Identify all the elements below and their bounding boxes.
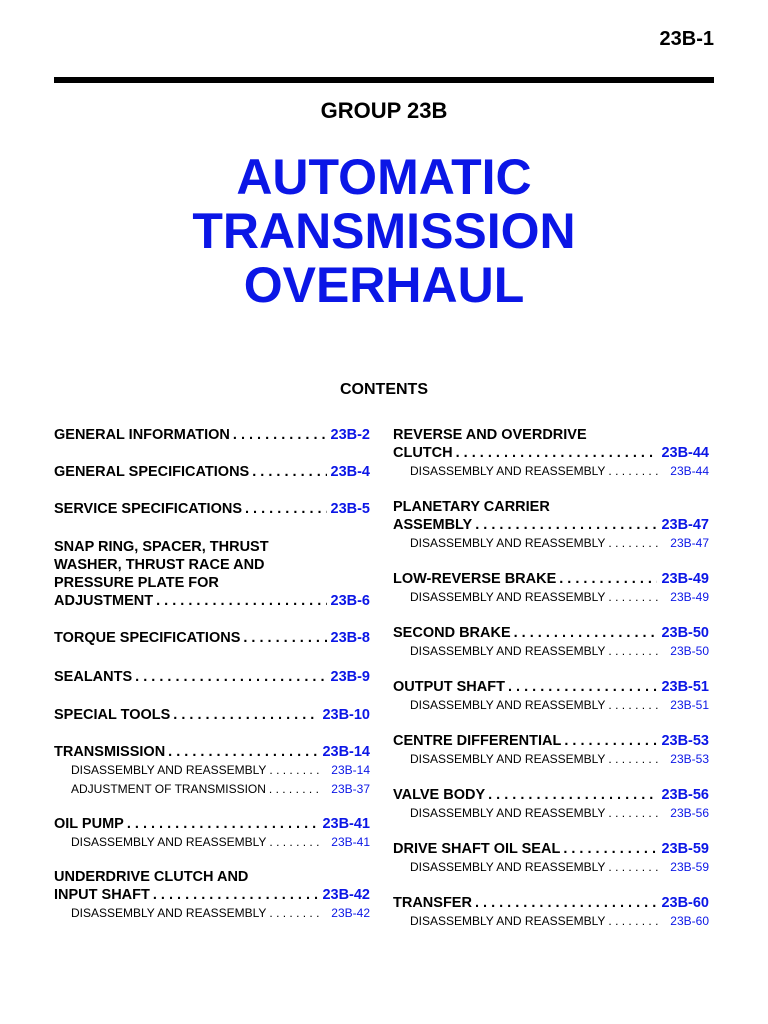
leader-dots xyxy=(269,780,320,799)
leader-dots xyxy=(475,516,657,534)
page-number: 23B-1 xyxy=(659,28,714,50)
toc-subtitle: DISASSEMBLY AND REASSEMBLY xyxy=(410,914,606,928)
toc-entry-planetary-carrier[interactable] xyxy=(393,498,709,553)
toc-subpage[interactable]: 23B-50 xyxy=(670,644,709,658)
toc-subentry[interactable] xyxy=(393,750,709,769)
toc-page[interactable]: 23B-49 xyxy=(661,571,709,587)
toc-title: TORQUE SPECIFICATIONS xyxy=(54,630,241,646)
leader-dots xyxy=(608,750,659,769)
toc-entry-oil-pump[interactable] xyxy=(54,815,370,852)
leader-dots xyxy=(608,804,659,823)
toc-page[interactable]: 23B-5 xyxy=(330,501,370,517)
toc-subentry[interactable] xyxy=(393,534,709,553)
toc-subpage[interactable]: 23B-60 xyxy=(670,914,709,928)
toc-subpage[interactable]: 23B-49 xyxy=(670,590,709,604)
leader-dots xyxy=(127,815,319,833)
leader-dots xyxy=(173,706,318,724)
leader-dots xyxy=(269,904,320,923)
leader-dots xyxy=(608,912,659,931)
toc-entry-valve-body[interactable] xyxy=(393,786,709,823)
toc-entry-output-shaft[interactable] xyxy=(393,678,709,715)
leader-dots xyxy=(156,592,326,610)
toc-title: CLUTCH xyxy=(393,445,453,461)
leader-dots xyxy=(269,833,320,852)
toc-page[interactable]: 23B-41 xyxy=(322,816,370,832)
toc-page[interactable]: 23B-10 xyxy=(322,707,370,723)
leader-dots xyxy=(252,463,326,481)
toc-entry-general-information[interactable] xyxy=(54,426,370,444)
leader-dots xyxy=(608,534,659,553)
toc-subentry[interactable] xyxy=(393,912,709,931)
leader-dots xyxy=(153,886,319,904)
leader-dots xyxy=(608,696,659,715)
toc-subpage[interactable]: 23B-59 xyxy=(670,860,709,874)
toc-subtitle: DISASSEMBLY AND REASSEMBLY xyxy=(71,763,267,777)
toc-title: LOW-REVERSE BRAKE xyxy=(393,571,557,587)
leader-dots xyxy=(233,426,327,444)
leader-dots xyxy=(168,743,318,761)
toc-subtitle: DISASSEMBLY AND REASSEMBLY xyxy=(410,536,606,550)
toc-page[interactable]: 23B-47 xyxy=(661,517,709,533)
toc-title: DRIVE SHAFT OIL SEAL xyxy=(393,841,561,857)
toc-entry-transmission[interactable] xyxy=(54,743,370,799)
toc-title: INPUT SHAFT xyxy=(54,887,150,903)
toc-entry-torque-specifications[interactable] xyxy=(54,629,370,647)
leader-dots xyxy=(608,858,659,877)
toc-subtitle: DISASSEMBLY AND REASSEMBLY xyxy=(71,906,267,920)
toc-page[interactable]: 23B-6 xyxy=(330,593,370,609)
toc-subtitle: DISASSEMBLY AND REASSEMBLY xyxy=(410,860,606,874)
toc-page[interactable]: 23B-44 xyxy=(661,445,709,461)
toc-subpage[interactable]: 23B-14 xyxy=(331,763,370,777)
toc-title-line: REVERSE AND OVERDRIVE xyxy=(393,427,587,443)
toc-page[interactable]: 23B-59 xyxy=(661,841,709,857)
toc-subtitle: DISASSEMBLY AND REASSEMBLY xyxy=(410,806,606,820)
toc-subpage[interactable]: 23B-56 xyxy=(670,806,709,820)
toc-subentry[interactable] xyxy=(393,588,709,607)
title-line: TRANSMISSION xyxy=(192,203,576,259)
toc-title-line: WASHER, THRUST RACE AND xyxy=(54,557,265,573)
toc-entry-reverse-overdrive-clutch[interactable] xyxy=(393,426,709,481)
toc-subentry[interactable] xyxy=(393,642,709,661)
page-title xyxy=(0,150,768,312)
toc-title: TRANSFER xyxy=(393,895,472,911)
toc-title: ADJUSTMENT xyxy=(54,593,154,609)
leader-dots xyxy=(245,500,327,518)
toc-entry-special-tools[interactable] xyxy=(54,706,370,724)
title-line: AUTOMATIC xyxy=(236,149,532,205)
toc-entry-sealants[interactable] xyxy=(54,668,370,686)
leader-dots xyxy=(564,732,657,750)
toc-subpage[interactable]: 23B-51 xyxy=(670,698,709,712)
toc-entry-service-specifications[interactable] xyxy=(54,500,370,518)
toc-page[interactable]: 23B-42 xyxy=(322,887,370,903)
toc-title: SEALANTS xyxy=(54,669,133,685)
toc-title: GENERAL SPECIFICATIONS xyxy=(54,464,250,480)
leader-dots xyxy=(475,894,657,912)
leader-dots xyxy=(559,570,657,588)
toc-subpage[interactable]: 23B-53 xyxy=(670,752,709,766)
toc-subentry[interactable] xyxy=(393,804,709,823)
leader-dots xyxy=(135,668,326,686)
toc-subentry[interactable] xyxy=(54,761,370,780)
toc-entry-general-specifications[interactable] xyxy=(54,463,370,481)
toc-title: TRANSMISSION xyxy=(54,744,166,760)
title-line: OVERHAUL xyxy=(243,257,525,313)
contents-left-column xyxy=(54,426,370,943)
toc-title: SPECIAL TOOLS xyxy=(54,707,171,723)
toc-page[interactable]: 23B-4 xyxy=(330,464,370,480)
toc-subtitle: ADJUSTMENT OF TRANSMISSION xyxy=(71,782,266,796)
leader-dots xyxy=(243,629,326,647)
toc-page[interactable]: 23B-53 xyxy=(661,733,709,749)
header-rule xyxy=(54,77,714,83)
toc-page[interactable]: 23B-50 xyxy=(661,625,709,641)
toc-subentry[interactable] xyxy=(54,904,370,923)
toc-title-line: PLANETARY CARRIER xyxy=(393,499,550,515)
toc-subtitle: DISASSEMBLY AND REASSEMBLY xyxy=(71,835,267,849)
toc-entry-second-brake[interactable] xyxy=(393,624,709,661)
toc-page[interactable]: 23B-51 xyxy=(661,679,709,695)
leader-dots xyxy=(269,761,320,780)
leader-dots xyxy=(608,462,659,481)
toc-subtitle: DISASSEMBLY AND REASSEMBLY xyxy=(410,752,606,766)
toc-subpage[interactable]: 23B-44 xyxy=(670,464,709,478)
toc-subentry[interactable] xyxy=(54,780,370,799)
toc-title: VALVE BODY xyxy=(393,787,486,803)
toc-subpage[interactable]: 23B-37 xyxy=(331,782,370,796)
toc-page[interactable]: 23B-8 xyxy=(330,630,370,646)
toc-page[interactable]: 23B-9 xyxy=(330,669,370,685)
toc-subentry[interactable] xyxy=(54,833,370,852)
toc-page[interactable]: 23B-14 xyxy=(322,744,370,760)
toc-title: CENTRE DIFFERENTIAL xyxy=(393,733,562,749)
toc-title: OIL PUMP xyxy=(54,816,124,832)
toc-title-line: PRESSURE PLATE FOR xyxy=(54,575,219,591)
toc-entry-transfer[interactable] xyxy=(393,894,709,931)
toc-title: GENERAL INFORMATION xyxy=(54,427,230,443)
toc-subentry[interactable] xyxy=(393,462,709,481)
leader-dots xyxy=(608,588,659,607)
toc-title: OUTPUT SHAFT xyxy=(393,679,505,695)
toc-page[interactable]: 23B-60 xyxy=(661,895,709,911)
toc-entry-snap-ring[interactable] xyxy=(54,538,370,610)
toc-title: SECOND BRAKE xyxy=(393,625,511,641)
toc-subtitle: DISASSEMBLY AND REASSEMBLY xyxy=(410,590,606,604)
toc-entry-centre-differential[interactable] xyxy=(393,732,709,769)
toc-subentry[interactable] xyxy=(393,858,709,877)
toc-subpage[interactable]: 23B-41 xyxy=(331,835,370,849)
leader-dots xyxy=(508,678,657,696)
toc-title: SERVICE SPECIFICATIONS xyxy=(54,501,242,517)
toc-subtitle: DISASSEMBLY AND REASSEMBLY xyxy=(410,464,606,478)
toc-title-line: UNDERDRIVE CLUTCH AND xyxy=(54,869,249,885)
toc-page[interactable]: 23B-56 xyxy=(661,787,709,803)
leader-dots xyxy=(488,786,657,804)
toc-subentry[interactable] xyxy=(393,696,709,715)
toc-subtitle: DISASSEMBLY AND REASSEMBLY xyxy=(410,698,606,712)
toc-title: ASSEMBLY xyxy=(393,517,473,533)
leader-dots xyxy=(563,840,657,858)
toc-entry-drive-shaft-oil-seal[interactable] xyxy=(393,840,709,877)
toc-subtitle: DISASSEMBLY AND REASSEMBLY xyxy=(410,644,606,658)
toc-subpage[interactable]: 23B-47 xyxy=(670,536,709,550)
toc-entry-underdrive-clutch[interactable] xyxy=(54,868,370,923)
toc-entry-low-reverse-brake[interactable] xyxy=(393,570,709,607)
toc-subpage[interactable]: 23B-42 xyxy=(331,906,370,920)
toc-page[interactable]: 23B-2 xyxy=(330,427,370,443)
group-label: GROUP 23B xyxy=(320,98,448,123)
leader-dots xyxy=(514,624,658,642)
leader-dots xyxy=(608,642,659,661)
contents-heading: CONTENTS xyxy=(340,381,428,398)
toc-title-line: SNAP RING, SPACER, THRUST xyxy=(54,539,269,555)
leader-dots xyxy=(456,444,658,462)
contents-right-column xyxy=(393,426,709,951)
